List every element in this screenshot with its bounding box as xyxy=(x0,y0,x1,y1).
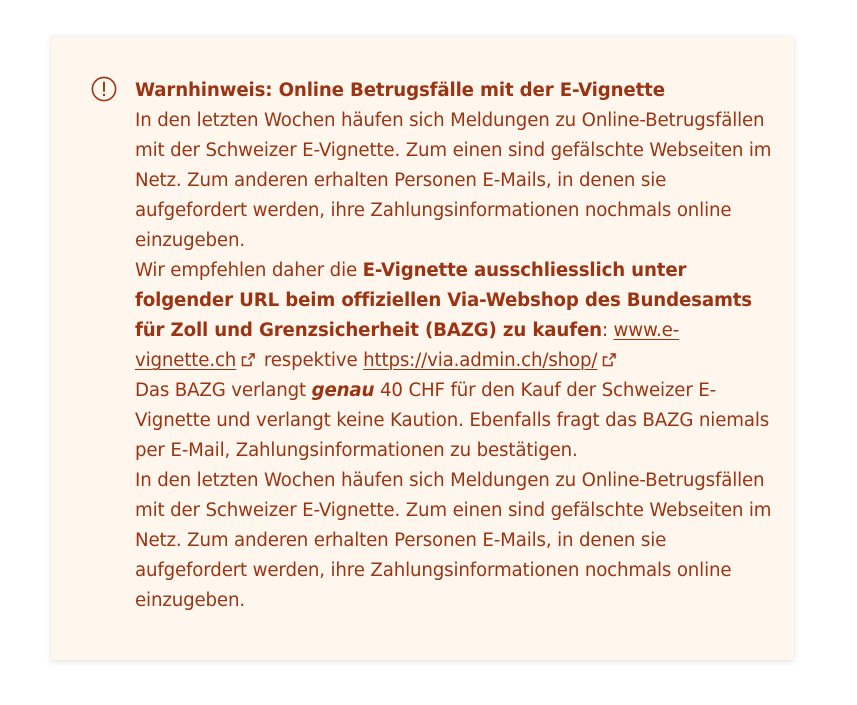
external-link-icon[interactable] xyxy=(240,352,256,368)
warning-notice xyxy=(51,36,794,660)
notice-content xyxy=(135,76,775,616)
notice-paragraph-3 xyxy=(135,376,775,466)
price-emphasis: genau xyxy=(311,380,375,401)
link-separator: respektive xyxy=(258,350,364,371)
price-post: 40 CHF für den Kauf der Schweizer E-Vignette und verlangt keine Kaution. Ebenfalls fragt das BAZG niemals per E-Mail, Zahlungsinformationen zu bestätigen. xyxy=(135,380,770,461)
recommendation-bold: E-Vignette ausschliesslich unter folgender URL beim offiziellen Via-Webshop des Bundesamts für Zoll und Grenzsicherheit (BAZG) zu kaufen xyxy=(135,260,752,341)
via-shop-link-text: https://via.admin.ch/shop/ xyxy=(363,350,598,371)
recommendation-colon: : xyxy=(601,320,614,341)
notice-title: Warnhinweis: Online Betrugsfälle mit der E-Vignette xyxy=(135,80,665,101)
exclamation-circle-icon xyxy=(91,76,117,102)
via-shop-link[interactable] xyxy=(363,350,597,371)
price-pre: Das BAZG verlangt xyxy=(135,380,312,401)
notice-paragraph-4: In den letzten Wochen häufen sich Meldungen zu Online-Betrugsfällen mit der Schweizer E-Vignette. Zum einen sind gefälschte Webseiten im Netz. Zum anderen erhalten Personen E-Mails, in denen sie aufgefordert werden, ihre Zahlungsinformationen nochmals online einzugeben. xyxy=(135,470,772,611)
external-link-icon[interactable] xyxy=(601,352,617,368)
notice-paragraph-1: In den letzten Wochen häufen sich Meldungen zu Online-Betrugsfällen mit der Schweizer E-Vignette. Zum einen sind gefälschte Webseiten im Netz. Zum anderen erhalten Personen E-Mails, in denen sie aufgefordert werden, ihre Zahlungsinformationen nochmals online einzugeben. xyxy=(135,110,772,251)
notice-paragraph-2 xyxy=(135,256,775,376)
recommendation-lead: Wir empfehlen daher die xyxy=(135,260,363,281)
e-vignette-link-text: www.e-vignette.ch xyxy=(135,320,680,371)
